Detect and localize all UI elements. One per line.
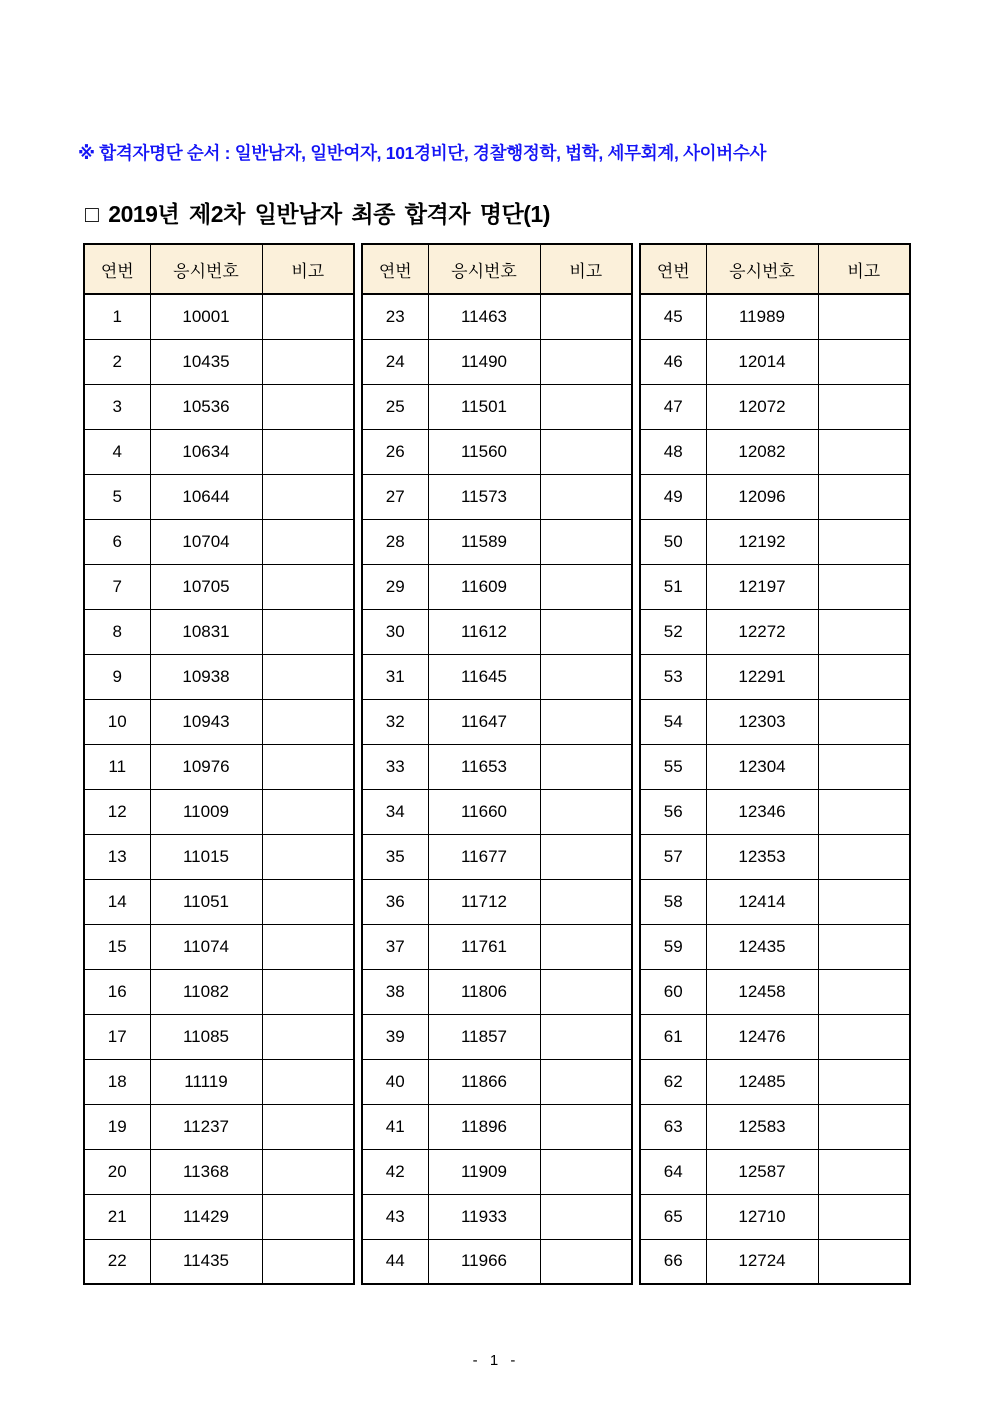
exam-no-cell: 10536	[150, 384, 262, 429]
table-row	[362, 789, 632, 834]
note-cell	[262, 1149, 354, 1194]
note-cell	[540, 969, 632, 1014]
table-row	[84, 1014, 354, 1059]
table-row	[640, 789, 910, 834]
exam-no-cell: 11761	[428, 924, 540, 969]
serial-no-cell: 51	[640, 564, 706, 609]
table-row	[640, 1104, 910, 1149]
serial-no-cell: 63	[640, 1104, 706, 1149]
exam-no-cell: 12072	[706, 384, 818, 429]
exam-no-cell: 11009	[150, 789, 262, 834]
table-row	[362, 294, 632, 339]
serial-no-cell: 50	[640, 519, 706, 564]
serial-no-cell: 48	[640, 429, 706, 474]
serial-no-cell: 41	[362, 1104, 428, 1149]
exam-no-cell: 11074	[150, 924, 262, 969]
serial-no-cell: 3	[84, 384, 150, 429]
table-row	[640, 1149, 910, 1194]
table-row	[640, 339, 910, 384]
serial-no-cell: 8	[84, 609, 150, 654]
page-number: - 1 -	[472, 1352, 520, 1369]
table-row	[362, 474, 632, 519]
col-header-note: 비고	[262, 244, 354, 294]
table-row	[84, 564, 354, 609]
serial-no-cell: 26	[362, 429, 428, 474]
serial-no-cell: 44	[362, 1239, 428, 1284]
exam-no-cell: 10435	[150, 339, 262, 384]
serial-no-cell: 5	[84, 474, 150, 519]
note-cell	[818, 429, 910, 474]
table-row	[362, 429, 632, 474]
note-cell	[262, 564, 354, 609]
note-cell	[262, 429, 354, 474]
exam-no-cell: 11119	[150, 1059, 262, 1104]
note-cell	[818, 339, 910, 384]
serial-no-cell: 19	[84, 1104, 150, 1149]
note-cell	[818, 969, 910, 1014]
exam-no-cell: 12353	[706, 834, 818, 879]
exam-no-cell: 11677	[428, 834, 540, 879]
table-row	[640, 519, 910, 564]
note-cell	[262, 339, 354, 384]
serial-no-cell: 17	[84, 1014, 150, 1059]
table-row	[84, 1104, 354, 1149]
serial-no-cell: 55	[640, 744, 706, 789]
table-row	[362, 564, 632, 609]
serial-no-cell: 38	[362, 969, 428, 1014]
table-row	[84, 879, 354, 924]
note-cell	[818, 474, 910, 519]
table-row	[84, 834, 354, 879]
exam-no-cell: 11501	[428, 384, 540, 429]
col-header-serial-no: 연번	[640, 244, 706, 294]
exam-no-cell: 12710	[706, 1194, 818, 1239]
pass-list-order-notice: ※ 합격자명단 순서 : 일반남자, 일반여자, 101경비단, 경찰행정학, 법학, 세무회계, 사이버수사	[78, 143, 767, 163]
table-row	[84, 699, 354, 744]
serial-no-cell: 25	[362, 384, 428, 429]
serial-no-cell: 62	[640, 1059, 706, 1104]
note-cell	[262, 1014, 354, 1059]
exam-no-cell: 12346	[706, 789, 818, 834]
exam-no-cell: 12192	[706, 519, 818, 564]
table-row	[362, 1239, 632, 1284]
table-header-row	[362, 244, 632, 294]
col-header-exam-no: 응시번호	[428, 244, 540, 294]
col-header-exam-no: 응시번호	[706, 244, 818, 294]
serial-no-cell: 23	[362, 294, 428, 339]
table-row	[362, 384, 632, 429]
exam-no-cell: 11653	[428, 744, 540, 789]
note-cell	[262, 1104, 354, 1149]
exam-no-cell: 11560	[428, 429, 540, 474]
serial-no-cell: 22	[84, 1239, 150, 1284]
note-cell	[540, 564, 632, 609]
exam-no-cell: 12485	[706, 1059, 818, 1104]
table-header-row	[84, 244, 354, 294]
exam-no-cell: 10705	[150, 564, 262, 609]
table-row	[84, 1149, 354, 1194]
serial-no-cell: 27	[362, 474, 428, 519]
table-row	[84, 654, 354, 699]
serial-no-cell: 30	[362, 609, 428, 654]
exam-no-cell: 12082	[706, 429, 818, 474]
table-row	[640, 969, 910, 1014]
exam-no-cell: 11368	[150, 1149, 262, 1194]
exam-no-cell: 12458	[706, 969, 818, 1014]
serial-no-cell: 47	[640, 384, 706, 429]
exam-no-cell: 11660	[428, 789, 540, 834]
note-cell	[540, 519, 632, 564]
exam-no-cell: 11857	[428, 1014, 540, 1059]
table-row	[84, 519, 354, 564]
note-cell	[540, 744, 632, 789]
pass-list-tables	[83, 243, 911, 1285]
table-row	[640, 429, 910, 474]
note-cell	[262, 879, 354, 924]
note-cell	[540, 609, 632, 654]
note-cell	[818, 384, 910, 429]
note-cell	[818, 879, 910, 924]
table-row	[362, 1149, 632, 1194]
serial-no-cell: 2	[84, 339, 150, 384]
serial-no-cell: 61	[640, 1014, 706, 1059]
exam-no-cell: 10976	[150, 744, 262, 789]
serial-no-cell: 40	[362, 1059, 428, 1104]
serial-no-cell: 57	[640, 834, 706, 879]
note-cell	[262, 519, 354, 564]
serial-no-cell: 46	[640, 339, 706, 384]
table-row	[84, 1059, 354, 1104]
serial-no-cell: 13	[84, 834, 150, 879]
exam-no-cell: 11989	[706, 294, 818, 339]
serial-no-cell: 66	[640, 1239, 706, 1284]
note-cell	[818, 654, 910, 699]
exam-no-cell: 11712	[428, 879, 540, 924]
table-row	[640, 654, 910, 699]
serial-no-cell: 43	[362, 1194, 428, 1239]
serial-no-cell: 49	[640, 474, 706, 519]
serial-no-cell: 65	[640, 1194, 706, 1239]
table-row	[84, 924, 354, 969]
serial-no-cell: 60	[640, 969, 706, 1014]
exam-no-cell: 11463	[428, 294, 540, 339]
table-row	[362, 924, 632, 969]
serial-no-cell: 6	[84, 519, 150, 564]
serial-no-cell: 45	[640, 294, 706, 339]
note-cell	[540, 294, 632, 339]
note-cell	[540, 1149, 632, 1194]
note-cell	[262, 1059, 354, 1104]
note-cell	[818, 1149, 910, 1194]
serial-no-cell: 29	[362, 564, 428, 609]
note-cell	[540, 384, 632, 429]
note-cell	[818, 1014, 910, 1059]
table-row	[640, 1059, 910, 1104]
note-cell	[818, 1239, 910, 1284]
serial-no-cell: 59	[640, 924, 706, 969]
serial-no-cell: 42	[362, 1149, 428, 1194]
table-row	[84, 1239, 354, 1284]
serial-no-cell: 12	[84, 789, 150, 834]
exam-no-cell: 12291	[706, 654, 818, 699]
note-cell	[818, 564, 910, 609]
table-row	[362, 1104, 632, 1149]
table-row	[84, 474, 354, 519]
serial-no-cell: 33	[362, 744, 428, 789]
table-row	[84, 339, 354, 384]
serial-no-cell: 56	[640, 789, 706, 834]
note-cell	[818, 1104, 910, 1149]
exam-no-cell: 11429	[150, 1194, 262, 1239]
serial-no-cell: 34	[362, 789, 428, 834]
table-row	[84, 744, 354, 789]
serial-no-cell: 58	[640, 879, 706, 924]
table-row	[84, 384, 354, 429]
note-cell	[818, 294, 910, 339]
table-row	[362, 1194, 632, 1239]
table-body	[640, 294, 910, 1284]
exam-no-cell: 12197	[706, 564, 818, 609]
note-cell	[262, 789, 354, 834]
exam-no-cell: 10943	[150, 699, 262, 744]
serial-no-cell: 54	[640, 699, 706, 744]
table-row	[640, 1239, 910, 1284]
table-row	[84, 1194, 354, 1239]
exam-no-cell: 11909	[428, 1149, 540, 1194]
note-cell	[262, 699, 354, 744]
table-row	[640, 834, 910, 879]
note-cell	[262, 1194, 354, 1239]
table-row	[362, 879, 632, 924]
exam-no-cell: 12272	[706, 609, 818, 654]
note-cell	[818, 519, 910, 564]
serial-no-cell: 31	[362, 654, 428, 699]
serial-no-cell: 53	[640, 654, 706, 699]
note-cell	[262, 744, 354, 789]
exam-no-cell: 11645	[428, 654, 540, 699]
table-row	[640, 564, 910, 609]
serial-no-cell: 37	[362, 924, 428, 969]
note-cell	[262, 834, 354, 879]
exam-no-cell: 10704	[150, 519, 262, 564]
exam-no-cell: 12096	[706, 474, 818, 519]
exam-no-cell: 11612	[428, 609, 540, 654]
exam-no-cell: 11609	[428, 564, 540, 609]
note-cell	[262, 924, 354, 969]
exam-no-cell: 11589	[428, 519, 540, 564]
note-cell	[540, 1014, 632, 1059]
serial-no-cell: 24	[362, 339, 428, 384]
table-row	[640, 294, 910, 339]
note-cell	[262, 969, 354, 1014]
pass-list-table-group-1	[83, 243, 355, 1285]
exam-no-cell: 11647	[428, 699, 540, 744]
serial-no-cell: 32	[362, 699, 428, 744]
table-row	[362, 519, 632, 564]
exam-no-cell: 12583	[706, 1104, 818, 1149]
note-cell	[818, 744, 910, 789]
table-row	[640, 699, 910, 744]
exam-no-cell: 11490	[428, 339, 540, 384]
exam-no-cell: 12476	[706, 1014, 818, 1059]
serial-no-cell: 10	[84, 699, 150, 744]
note-cell	[540, 474, 632, 519]
exam-no-cell: 10938	[150, 654, 262, 699]
serial-no-cell: 1	[84, 294, 150, 339]
note-cell	[540, 654, 632, 699]
serial-no-cell: 18	[84, 1059, 150, 1104]
serial-no-cell: 64	[640, 1149, 706, 1194]
pass-list-table-group-3	[639, 243, 911, 1285]
exam-no-cell: 11085	[150, 1014, 262, 1059]
serial-no-cell: 21	[84, 1194, 150, 1239]
note-cell	[262, 654, 354, 699]
note-cell	[540, 429, 632, 474]
table-row	[84, 969, 354, 1014]
pass-list-table-group-2	[361, 243, 633, 1285]
col-header-serial-no: 연번	[362, 244, 428, 294]
note-cell	[262, 1239, 354, 1284]
exam-no-cell: 11082	[150, 969, 262, 1014]
table-row	[362, 654, 632, 699]
serial-no-cell: 4	[84, 429, 150, 474]
table-row	[84, 429, 354, 474]
note-cell	[818, 834, 910, 879]
col-header-note: 비고	[818, 244, 910, 294]
exam-no-cell: 12303	[706, 699, 818, 744]
col-header-serial-no: 연번	[84, 244, 150, 294]
table-row	[362, 1014, 632, 1059]
col-header-note: 비고	[540, 244, 632, 294]
exam-no-cell: 11435	[150, 1239, 262, 1284]
table-row	[362, 744, 632, 789]
table-row	[84, 789, 354, 834]
note-cell	[818, 699, 910, 744]
note-cell	[540, 924, 632, 969]
exam-no-cell: 10644	[150, 474, 262, 519]
table-row	[84, 294, 354, 339]
note-cell	[262, 384, 354, 429]
note-cell	[818, 924, 910, 969]
note-cell	[540, 1059, 632, 1104]
table-row	[84, 609, 354, 654]
exam-no-cell: 12587	[706, 1149, 818, 1194]
exam-no-cell: 11015	[150, 834, 262, 879]
table-row	[640, 609, 910, 654]
serial-no-cell: 39	[362, 1014, 428, 1059]
note-cell	[540, 1239, 632, 1284]
note-cell	[540, 789, 632, 834]
exam-no-cell: 11237	[150, 1104, 262, 1149]
exam-no-cell: 12414	[706, 879, 818, 924]
table-row	[362, 339, 632, 384]
note-cell	[262, 609, 354, 654]
exam-no-cell: 11933	[428, 1194, 540, 1239]
table-row	[640, 924, 910, 969]
exam-no-cell: 11866	[428, 1059, 540, 1104]
table-row	[640, 1014, 910, 1059]
note-cell	[262, 474, 354, 519]
note-cell	[540, 1194, 632, 1239]
exam-no-cell: 12435	[706, 924, 818, 969]
exam-no-cell: 10831	[150, 609, 262, 654]
note-cell	[540, 699, 632, 744]
note-cell	[818, 609, 910, 654]
page-title: □ 2019년 제2차 일반남자 최종 합격자 명단(1)	[85, 201, 550, 227]
exam-no-cell: 12014	[706, 339, 818, 384]
note-cell	[540, 339, 632, 384]
note-cell	[540, 1104, 632, 1149]
note-cell	[540, 879, 632, 924]
serial-no-cell: 9	[84, 654, 150, 699]
col-header-exam-no: 응시번호	[150, 244, 262, 294]
serial-no-cell: 52	[640, 609, 706, 654]
table-row	[362, 699, 632, 744]
exam-no-cell: 11051	[150, 879, 262, 924]
table-row	[362, 834, 632, 879]
serial-no-cell: 14	[84, 879, 150, 924]
exam-no-cell: 12724	[706, 1239, 818, 1284]
exam-no-cell: 12304	[706, 744, 818, 789]
table-row	[640, 744, 910, 789]
serial-no-cell: 7	[84, 564, 150, 609]
table-row	[640, 474, 910, 519]
exam-no-cell: 11573	[428, 474, 540, 519]
table-row	[362, 609, 632, 654]
serial-no-cell: 36	[362, 879, 428, 924]
exam-no-cell: 11966	[428, 1239, 540, 1284]
note-cell	[818, 789, 910, 834]
serial-no-cell: 28	[362, 519, 428, 564]
serial-no-cell: 35	[362, 834, 428, 879]
table-row	[640, 384, 910, 429]
exam-no-cell: 10634	[150, 429, 262, 474]
serial-no-cell: 20	[84, 1149, 150, 1194]
serial-no-cell: 16	[84, 969, 150, 1014]
serial-no-cell: 15	[84, 924, 150, 969]
table-body	[84, 294, 354, 1284]
note-cell	[818, 1059, 910, 1104]
table-row	[640, 879, 910, 924]
serial-no-cell: 11	[84, 744, 150, 789]
table-row	[362, 1059, 632, 1104]
note-cell	[540, 834, 632, 879]
exam-no-cell: 10001	[150, 294, 262, 339]
table-header-row	[640, 244, 910, 294]
table-row	[362, 969, 632, 1014]
table-body	[362, 294, 632, 1284]
exam-no-cell: 11896	[428, 1104, 540, 1149]
note-cell	[818, 1194, 910, 1239]
exam-no-cell: 11806	[428, 969, 540, 1014]
table-row	[640, 1194, 910, 1239]
note-cell	[262, 294, 354, 339]
